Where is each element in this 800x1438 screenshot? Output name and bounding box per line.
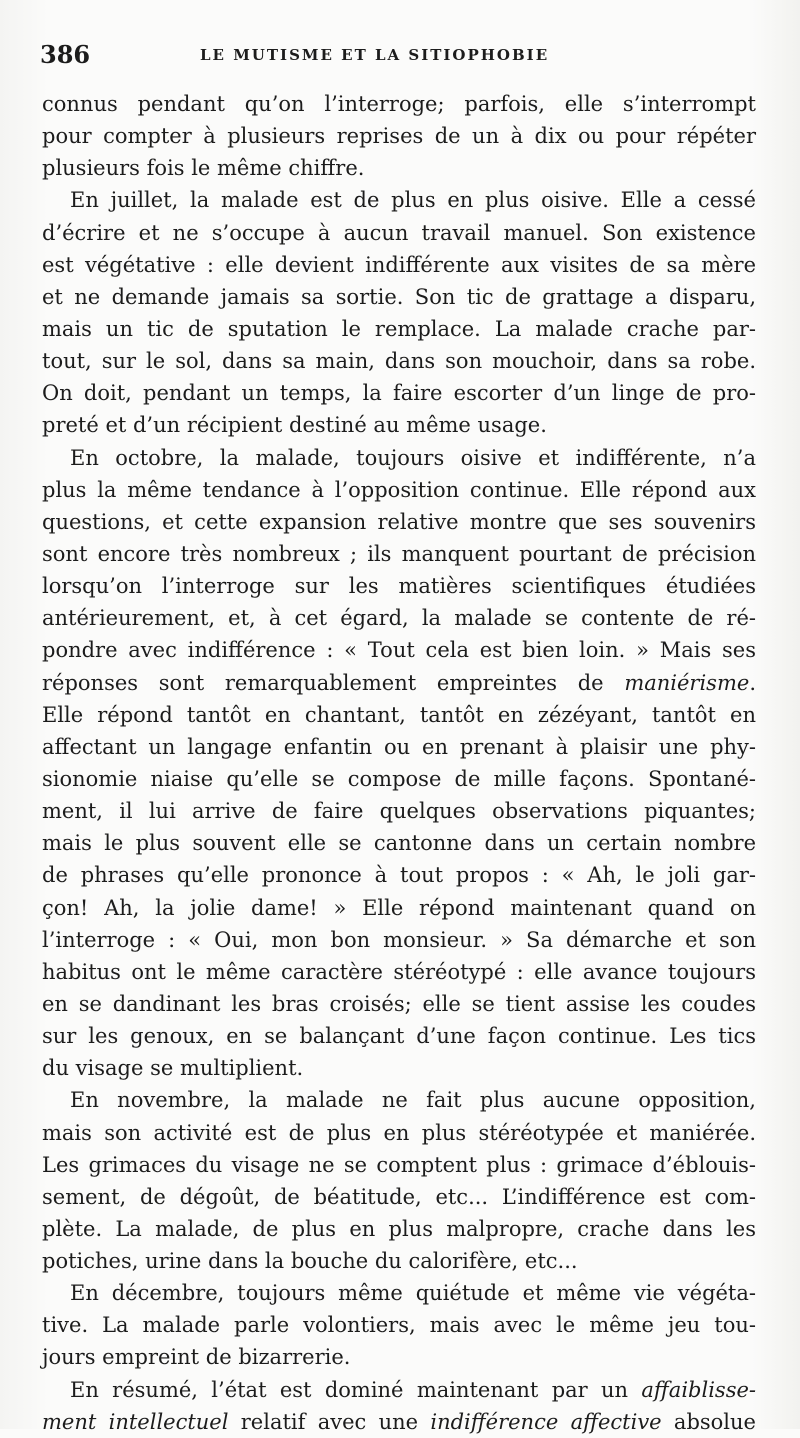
italic-term: indifférence affective xyxy=(430,1409,662,1434)
text-line: Les grimaces du visage ne se comptent plus : grimace d’éblouis- xyxy=(42,1152,756,1177)
text-line: mais le plus souvent elle se cantonne dans un certain nombre xyxy=(42,831,756,856)
text-line: questions, et cette expansion relative montre que ses souvenirs xyxy=(42,509,756,534)
text-line: en se dandinant les bras croisés; elle se tient assise les coudes xyxy=(42,991,756,1016)
text-line: mais un tic de sputation le remplace. La malade crache par- xyxy=(42,316,756,341)
text-line: tive. La malade parle volontiers, mais avec le même jeu tou- xyxy=(42,1313,756,1338)
paragraph-start-line xyxy=(42,1374,756,1406)
paragraph-start-line: En octobre, la malade, toujours oisive et indifférente, n’a xyxy=(70,445,756,470)
text-line: et ne demande jamais sa sortie. Son tic de grattage a disparu, xyxy=(42,284,756,309)
text-segment: . xyxy=(749,670,756,695)
text-line: On doit, pendant un temps, la faire escorter d’un linge de pro- xyxy=(42,381,756,406)
page-number: 386 xyxy=(40,40,91,69)
text-line: lorsqu’on l’interroge sur les matières scientifiques étudiées xyxy=(42,574,756,599)
text-line: plus la même tendance à l’opposition continue. Elle répond aux xyxy=(42,477,756,502)
text-line: connus pendant qu’on l’interroge; parfois, elle s’interrompt xyxy=(42,92,756,116)
text-line: sement, de dégoût, de béatitude, etc... L’indifférence est com- xyxy=(42,1184,756,1209)
text-segment: En résumé, l’état est dominé maintenant par un xyxy=(70,1377,642,1402)
text-line: ment, il lui arrive de faire quelques observations piquantes; xyxy=(42,799,756,824)
body-text xyxy=(42,88,756,1438)
italic-term: affaiblisse- xyxy=(641,1377,756,1402)
text-line xyxy=(42,1406,756,1438)
text-line: affectant un langage enfantin ou en prenant à plaisir une phy- xyxy=(42,734,756,759)
text-line: plète. La malade, de plus en plus malpropre, crache dans les xyxy=(42,1216,756,1241)
text-line: jours empreint de bizarrerie. xyxy=(42,1345,351,1370)
text-line: pour compter à plusieurs reprises de un à dix ou pour répéter xyxy=(42,124,756,149)
italic-term: maniérisme xyxy=(624,670,750,695)
text-line: Elle répond tantôt en chantant, tantôt en zézéyant, tantôt en xyxy=(42,702,756,727)
text-line: pondre avec indifférence : « Tout cela est bien loin. » Mais ses xyxy=(42,638,756,663)
text-line xyxy=(42,667,756,699)
text-segment: absolue xyxy=(661,1409,756,1434)
text-line: mais son activité est de plus en plus stéréotypée et maniérée. xyxy=(42,1120,756,1145)
text-line: tout, sur le sol, dans sa main, dans son mouchoir, dans sa robe. xyxy=(42,349,756,374)
text-line: potiches, urine dans la bouche du calorifère, etc... xyxy=(42,1249,578,1274)
paragraph-start-line: En décembre, toujours même quiétude et même vie végéta- xyxy=(70,1281,756,1306)
italic-term: ment intellectuel xyxy=(42,1409,229,1434)
text-line: antérieurement, et, à cet égard, la malade se contente de ré- xyxy=(42,606,756,631)
text-line: preté et d’un récipient destiné au même usage. xyxy=(42,413,547,438)
text-line: est végétative : elle devient indifférente aux visites de sa mère xyxy=(42,252,756,277)
text-line: de phrases qu’elle prononce à tout propos : « Ah, le joli gar- xyxy=(42,863,756,888)
text-segment: réponses sont remarquablement empreintes de xyxy=(42,670,625,695)
text-segment: relatif avec une xyxy=(228,1409,431,1434)
page-header xyxy=(40,40,770,76)
text-line: du visage se multiplient. xyxy=(42,1056,304,1081)
text-line: l’interroge : « Oui, mon bon monsieur. » Sa démarche et son xyxy=(42,927,756,952)
text-line: sionomie niaise qu’elle se compose de mille façons. Spontané- xyxy=(42,766,756,791)
text-line: sur les genoux, en se balançant d’une façon continue. Les tics xyxy=(42,1024,756,1049)
paragraph-start-line: En juillet, la malade est de plus en plus oisive. Elle a cessé xyxy=(70,188,756,213)
running-title: LE MUTISME ET LA SITIOPHOBIE xyxy=(200,46,550,64)
text-line: d’écrire et ne s’occupe à aucun travail manuel. Son existence xyxy=(42,220,756,245)
paragraph-start-line: En novembre, la malade ne fait plus aucune opposition, xyxy=(70,1088,756,1113)
text-line: habitus ont le même caractère stéréotypé : elle avance toujours xyxy=(42,959,756,984)
text-line: sont encore très nombreux ; ils manquent pourtant de précision xyxy=(42,541,756,566)
text-line: çon! Ah, la jolie dame! » Elle répond maintenant quand on xyxy=(42,895,756,920)
text-line: plusieurs fois le même chiffre. xyxy=(42,156,365,181)
